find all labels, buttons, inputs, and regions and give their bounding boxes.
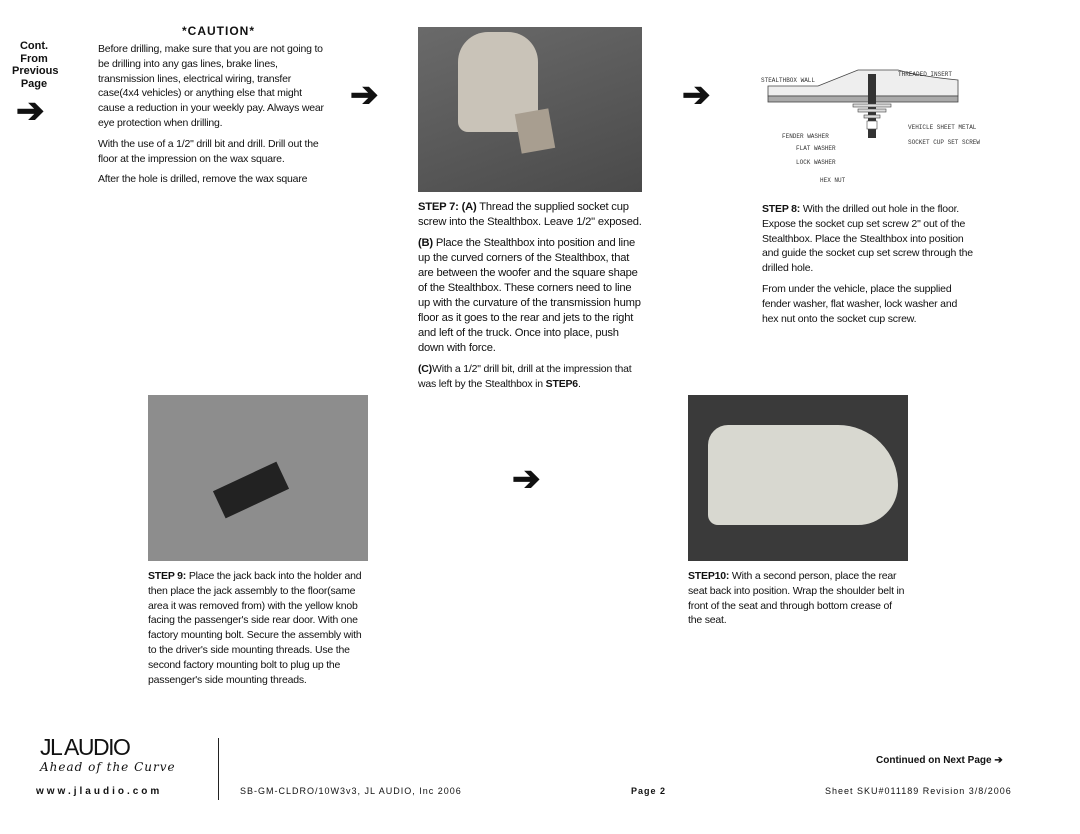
caution-text [98, 42, 330, 193]
step7-a-marker: (A) [461, 201, 477, 213]
label-stealthbox-wall: STEALTHBOX WALL [761, 77, 816, 84]
sku-revision: Sheet SKU#011189 Revision 3/8/2006 [825, 786, 1012, 796]
jack-assembly-shape [213, 462, 289, 519]
step8-paragraph: From under the vehicle, place the supplied fender washer, flat washer, lock washer and hex nut onto the socket cup screw. [762, 282, 958, 325]
period: . [577, 377, 581, 390]
step7-text [418, 200, 644, 397]
step9-jack-photo [148, 395, 368, 561]
step9-label: STEP 9: [148, 570, 187, 582]
arrow-right-icon: ➔ [512, 460, 541, 498]
step10-text [688, 569, 906, 628]
footer-divider [218, 738, 219, 800]
label-socket-cup-set-screw: SOCKET CUP SET SCREW [908, 139, 981, 146]
document-code: SB-GM-CLDRO/10W3v3, JL AUDIO, Inc 2006 [240, 786, 462, 796]
caution-title: *CAUTION* [182, 24, 256, 38]
step7-b-marker: (B) [418, 237, 433, 249]
label-vehicle-sheet-metal: VEHICLE SHEET METAL [908, 124, 977, 131]
step8-label: STEP 8: [762, 203, 801, 215]
step7-a-text: Thread the supplied socket cup screw into the Stealthbox. Leave 1/2" exposed. [418, 201, 642, 228]
caution-paragraph: After the hole is drilled, remove the wax square [98, 173, 308, 186]
step7-b-text: Place the Stealthbox into position and line up the curved corners of the Stealthbox, that are between the woofer and the square shape of the Stealthbox. These corners need to line up with the curvature of the transmission hump floor as it goes to the rear and jets to the right and left of the truck. Once into place, push down with force. [418, 237, 641, 354]
mounting-hardware-diagram [758, 66, 988, 188]
page-label: Page [20, 77, 48, 90]
previous-label: Previous [12, 65, 59, 77]
step10-label: STEP10: [688, 570, 730, 582]
jl-audio-logo: JL AUDIO [40, 734, 130, 760]
step7-c-text: With a 1/2" drill bit, drill at the impression that was left by the Stealthbox in [418, 363, 632, 390]
arrow-right-icon: ➔ [682, 76, 711, 114]
step7-label: STEP 7: [418, 201, 459, 213]
arrow-right-icon: ➔ [350, 76, 379, 114]
seat-shape [708, 425, 898, 525]
wax-square [515, 108, 555, 153]
step7-c-ref: STEP6 [545, 377, 578, 390]
step7-c-marker: (C) [418, 363, 432, 375]
step8-paragraph: With the drilled out hole in the floor. Expose the socket cup set screw 2" out of the Stealthbox. Place the Stealthbox into position and guide the socket cup set screw through the drilled hole. [762, 203, 973, 275]
label-hex-nut: HEX NUT [820, 177, 846, 184]
cont-label: Cont. [19, 40, 49, 52]
step9-text [148, 569, 370, 687]
step9-paragraph: Place the jack back into the holder and then place the jack assembly to the floor(same area it was removed from) with the yellow knob facing the passenger's side rear door. With one factory mounting bolt. Secure the assembly with to the driver's side mounting threads. Use the second factory mounting bolt to plug up the passenger's side mounting threads. [148, 570, 362, 686]
step10-seat-photo [688, 395, 908, 561]
from-label: From [20, 52, 48, 65]
step10-paragraph: With a second person, place the rear seat back into position. Wrap the shoulder belt in front of the seat and through bottom crease of the seat. [688, 570, 905, 627]
continued-from-previous [12, 40, 59, 90]
label-fender-washer: FENDER WASHER [782, 133, 829, 140]
arrow-right-icon: ➔ [16, 92, 45, 130]
label-flat-washer: FLAT WASHER [796, 145, 836, 152]
caution-paragraph: Before drilling, make sure that you are not going to be drilling into any gas lines, brake lines, transmission lines, electrical wiring, transfer case(4x4 vehicles) or anything else that might cause a reduction in your weekly pay. Always wear eye protection when drilling. [98, 43, 324, 129]
step8-text [762, 202, 974, 332]
tagline: Ahead of the Curve [40, 760, 176, 774]
website-link[interactable]: www.jlaudio.com [36, 786, 163, 797]
step7-drill-photo [418, 27, 642, 192]
continued-next-page: Continued on Next Page ➔ [876, 755, 1003, 766]
label-threaded-insert: THREADED INSERT [898, 71, 953, 78]
page-number: Page 2 [631, 786, 667, 796]
caution-paragraph: With the use of a 1/2" drill bit and drill. Drill out the floor at the impression on the wax square. [98, 137, 319, 165]
label-lock-washer: LOCK WASHER [796, 159, 836, 166]
